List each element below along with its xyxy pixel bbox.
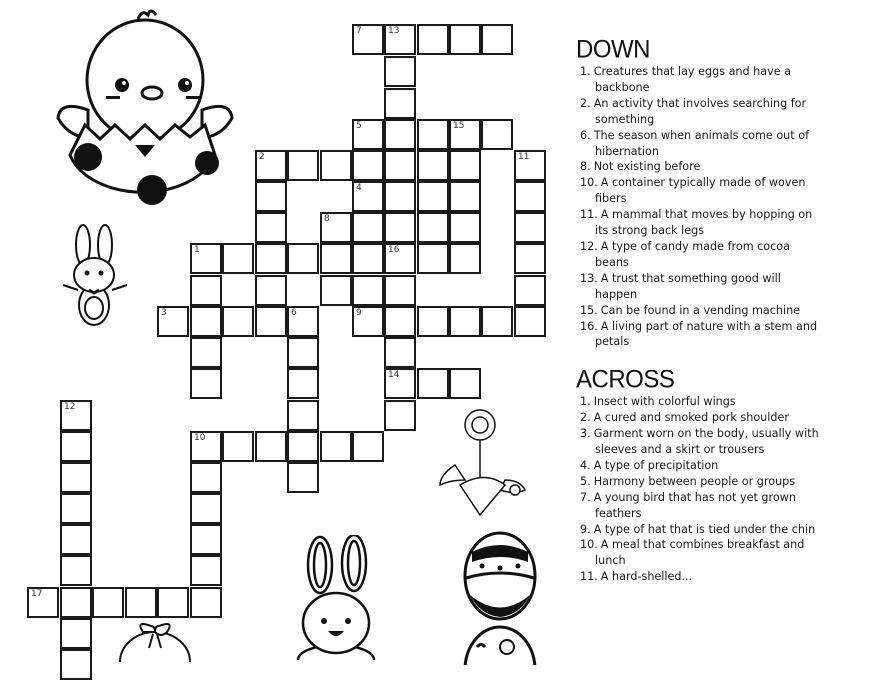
down-clue	[578, 175, 825, 207]
clue-text: A type of candy made from cocoa beans	[595, 239, 791, 269]
chick-in-egg-icon	[50, 5, 235, 205]
crossword-cell[interactable]	[287, 400, 319, 431]
crossword-cell[interactable]	[384, 275, 416, 306]
clues-panel	[576, 36, 876, 601]
clue-number: 9	[356, 308, 362, 318]
crossword-cell[interactable]	[320, 150, 352, 181]
clue-number: 4	[356, 183, 362, 193]
across-heading: ACROSS	[576, 365, 675, 394]
clue-number: 8	[324, 214, 330, 224]
crossword-cell[interactable]	[384, 243, 416, 274]
crossword-cell[interactable]	[514, 243, 546, 274]
decorated-egg-flowers-icon	[462, 625, 538, 665]
crossword-cell[interactable]	[190, 462, 222, 493]
crossword-cell[interactable]	[449, 368, 481, 399]
clue-number: 15.	[580, 303, 598, 317]
clue-text: A young bird that has not yet grown feathers	[593, 490, 796, 520]
clue-number: 7.	[580, 490, 591, 504]
crossword-cell[interactable]	[352, 243, 384, 274]
clue-number: 5	[356, 121, 362, 131]
clue-text: A meal that combines breakfast and lunch	[595, 538, 805, 568]
crossword-cell[interactable]	[287, 462, 319, 493]
clue-number: 1.	[580, 65, 591, 78]
crossword-cell[interactable]	[60, 524, 92, 555]
across-clue	[578, 426, 825, 458]
down-clue-list	[576, 64, 876, 350]
crossword-cell[interactable]	[320, 212, 352, 243]
crossword-cell[interactable]	[190, 555, 222, 586]
crossword-cell[interactable]	[417, 150, 449, 181]
crossword-cell[interactable]	[352, 119, 384, 150]
clue-number: 14	[388, 370, 400, 380]
crossword-cell[interactable]	[449, 24, 481, 55]
down-clue	[578, 319, 825, 351]
down-clue	[578, 239, 825, 271]
clue-text: Creatures that lay eggs and have a backbone	[593, 65, 792, 94]
down-clue	[578, 271, 825, 303]
clue-number: 13	[388, 26, 400, 36]
crossword-cell[interactable]	[255, 150, 287, 181]
across-clue	[578, 490, 825, 522]
clue-text: Not existing before	[593, 160, 701, 174]
crossword-cell[interactable]	[157, 306, 189, 337]
clue-number: 2.	[580, 96, 591, 110]
clue-number: 10.	[580, 538, 598, 552]
clue-number: 6	[291, 308, 297, 318]
crossword-cell[interactable]	[481, 119, 513, 150]
crossword-cell[interactable]	[384, 181, 416, 212]
crossword-cell[interactable]	[287, 243, 319, 274]
clue-number: 16.	[580, 319, 598, 333]
clue-number: 3.	[580, 427, 591, 441]
down-clue	[578, 159, 825, 175]
crossword-cell[interactable]	[352, 150, 384, 181]
crossword-cell[interactable]	[384, 88, 416, 119]
crossword-cell[interactable]	[384, 368, 416, 399]
crossword-cell[interactable]	[190, 431, 222, 462]
clue-text: A living part of nature with a stem and petals	[595, 319, 818, 349]
crossword-cell[interactable]	[255, 243, 287, 274]
flower-bouquet-icon	[435, 405, 535, 520]
across-clue	[578, 474, 825, 490]
crossword-cell[interactable]	[384, 400, 416, 431]
crossword-cell[interactable]	[449, 212, 481, 243]
clue-text: A type of precipitation	[593, 458, 719, 472]
crossword-cell[interactable]	[255, 212, 287, 243]
crossword-cell[interactable]	[190, 243, 222, 274]
clue-text: Garment worn on the body, usually with sleeves and a skirt or trousers	[593, 427, 819, 457]
crossword-cell[interactable]	[255, 181, 287, 212]
clue-number: 4.	[580, 458, 591, 472]
crossword-cell[interactable]	[352, 275, 384, 306]
crossword-cell[interactable]	[222, 431, 254, 462]
crossword-cell[interactable]	[60, 493, 92, 524]
crossword-cell[interactable]	[384, 150, 416, 181]
crossword-cell[interactable]	[352, 431, 384, 462]
crossword-cell[interactable]	[417, 243, 449, 274]
crossword-cell[interactable]	[417, 119, 449, 150]
decorated-egg-icon	[462, 530, 538, 622]
crossword-cell[interactable]	[190, 524, 222, 555]
clue-text: A container typically made of woven fibers	[595, 176, 806, 206]
clue-number: 3	[161, 308, 167, 318]
clue-text: Can be found in a vending machine	[600, 303, 801, 317]
crossword-cell[interactable]	[157, 587, 189, 618]
clue-number: 10.	[580, 176, 598, 190]
crossword-cell[interactable]	[352, 24, 384, 55]
clue-number: 6.	[580, 128, 591, 142]
bunny-waving-icon	[55, 220, 135, 335]
crossword-cell[interactable]	[417, 306, 449, 337]
clue-number: 13.	[580, 271, 598, 285]
crossword-cell[interactable]	[190, 306, 222, 337]
clue-number: 12	[64, 402, 76, 412]
crossword-cell[interactable]	[449, 150, 481, 181]
crossword-cell[interactable]	[190, 337, 222, 368]
clue-text: The season when animals come out of hibernation	[593, 128, 810, 158]
crossword-cell[interactable]	[287, 306, 319, 337]
clue-text: An activity that involves searching for something	[593, 96, 807, 126]
clue-text: A mammal that moves by hopping on its strong back legs	[595, 208, 813, 238]
across-clue	[578, 522, 825, 538]
crossword-cell[interactable]	[287, 150, 319, 181]
crossword-cell[interactable]	[384, 119, 416, 150]
across-clue	[578, 410, 825, 426]
crossword-cell[interactable]	[514, 306, 546, 337]
crossword-cell[interactable]	[481, 306, 513, 337]
crossword-cell[interactable]	[287, 337, 319, 368]
clue-number: 11.	[580, 570, 598, 584]
down-clue	[578, 303, 825, 319]
crossword-cell[interactable]	[60, 587, 92, 618]
clue-number: 17	[31, 589, 43, 599]
down-clue	[578, 128, 825, 160]
crossword-cell[interactable]	[222, 306, 254, 337]
down-clue	[578, 64, 825, 96]
crossword-cell[interactable]	[287, 368, 319, 399]
clue-number: 1	[194, 245, 200, 255]
crossword-cell[interactable]	[417, 212, 449, 243]
clue-number: 2.	[580, 411, 591, 425]
crossword-cell[interactable]	[60, 618, 92, 649]
crossword-cell[interactable]	[190, 275, 222, 306]
crossword-cell[interactable]	[190, 587, 222, 618]
clue-number: 15	[453, 121, 465, 131]
crossword-cell[interactable]	[60, 400, 92, 431]
across-section	[576, 366, 876, 585]
crossword-cell[interactable]	[60, 462, 92, 493]
clue-text: A type of hat that is tied under the chin	[593, 522, 816, 536]
crossword-cell[interactable]	[384, 212, 416, 243]
crossword-cell[interactable]	[92, 587, 124, 618]
clue-text: Harmony between people or groups	[593, 474, 796, 488]
clue-number: 9.	[580, 522, 591, 536]
crossword-cell[interactable]	[514, 181, 546, 212]
crossword-cell[interactable]	[417, 181, 449, 212]
crossword-cell[interactable]	[384, 56, 416, 87]
clue-number: 12.	[580, 239, 598, 253]
across-clue	[578, 569, 825, 585]
clue-number: 11.	[580, 208, 598, 222]
crossword-cell[interactable]	[384, 337, 416, 368]
clue-number: 8.	[580, 160, 591, 174]
crossword-cell[interactable]	[255, 306, 287, 337]
crossword-cell[interactable]	[352, 306, 384, 337]
across-clue	[578, 458, 825, 474]
crossword-cell[interactable]	[320, 431, 352, 462]
crossword-cell[interactable]	[352, 181, 384, 212]
crossword-cell[interactable]	[255, 275, 287, 306]
crossword-cell[interactable]	[417, 368, 449, 399]
easter-basket-icon	[115, 622, 195, 662]
crossword-cell[interactable]	[352, 212, 384, 243]
crossword-cell[interactable]	[449, 119, 481, 150]
crossword-cell[interactable]	[449, 306, 481, 337]
crossword-cell[interactable]	[514, 212, 546, 243]
across-clue-list	[576, 394, 876, 585]
clue-text: A hard-shelled...	[600, 570, 693, 584]
crossword-cell[interactable]	[255, 431, 287, 462]
down-clue	[578, 207, 825, 239]
clue-number: 10	[194, 433, 206, 443]
down-heading: DOWN	[576, 35, 650, 64]
crossword-cell[interactable]	[27, 587, 59, 618]
crossword-cell[interactable]	[384, 24, 416, 55]
bunny-large-icon	[288, 535, 388, 660]
crossword-cell[interactable]	[449, 243, 481, 274]
crossword-cell[interactable]	[320, 243, 352, 274]
across-clue	[578, 537, 825, 569]
crossword-cell[interactable]	[222, 243, 254, 274]
clue-text: Insect with colorful wings	[593, 395, 736, 409]
crossword-cell[interactable]	[320, 275, 352, 306]
clue-text: A trust that something good will happen	[595, 271, 781, 301]
clue-number: 11	[518, 152, 530, 162]
clue-number: 2	[259, 152, 265, 162]
down-clue	[578, 96, 825, 128]
crossword-cell[interactable]	[60, 555, 92, 586]
clue-number: 1.	[580, 395, 591, 409]
crossword-cell[interactable]	[481, 24, 513, 55]
crossword-cell[interactable]	[514, 150, 546, 181]
clue-number: 7	[356, 26, 362, 36]
clue-number: 5.	[580, 474, 591, 488]
crossword-cell[interactable]	[60, 649, 92, 680]
down-section	[576, 36, 876, 350]
clue-text: A cured and smoked pork shoulder	[593, 411, 789, 425]
crossword-cell[interactable]	[60, 431, 92, 462]
across-clue	[578, 394, 825, 410]
crossword-cell[interactable]	[449, 181, 481, 212]
crossword-cell[interactable]	[287, 431, 319, 462]
crossword-cell[interactable]	[190, 368, 222, 399]
crossword-cell[interactable]	[514, 275, 546, 306]
crossword-cell[interactable]	[417, 24, 449, 55]
clue-number: 16	[388, 245, 400, 255]
crossword-cell[interactable]	[190, 493, 222, 524]
crossword-cell[interactable]	[384, 306, 416, 337]
crossword-cell[interactable]	[125, 587, 157, 618]
